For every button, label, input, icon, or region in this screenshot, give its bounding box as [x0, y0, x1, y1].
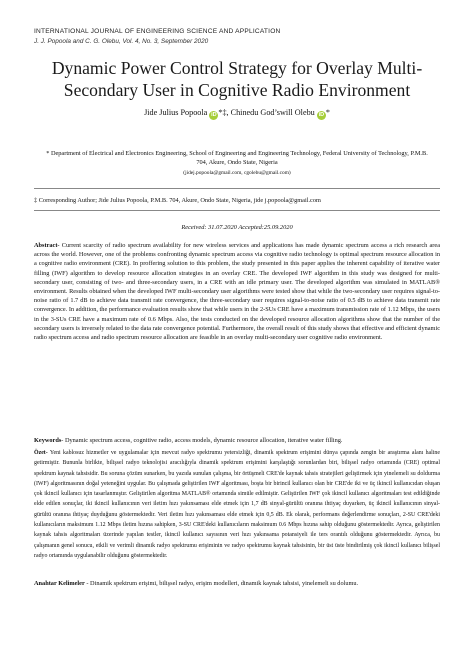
anahtar-label: Anahtar Kelimeler: [34, 580, 85, 587]
orcid-icon[interactable]: iD: [211, 112, 217, 118]
received-dates: Received: 31.07.2020 Accepted:25.09.2020: [181, 224, 293, 231]
divider: [34, 210, 440, 211]
journal-name: INTERNATIONAL JOURNAL OF ENGINEERING SCIENCE AND APPLICATION: [34, 28, 281, 35]
corresponding-author: ‡ Corresponding Author; Jide Julius Popoola, P.M.B. 704, Akure, Ondo State, Nigeria, jide j.popoola@gmail.com: [34, 197, 321, 204]
orcid-icon[interactable]: iD: [318, 112, 325, 118]
author-2-marks: *: [325, 108, 330, 117]
author-emails: (jidej.popoola@gmail.com, cgolebu@gmail.com): [183, 170, 291, 176]
keywords-label: Keywords: [34, 437, 62, 444]
author-1-marks: *‡,: [218, 108, 229, 117]
ozet-label: Özet-: [34, 450, 48, 456]
ozet-text: Yeni kablosuz hizmetler ve uygulamalar için mevcut radyo spektrumu yetersizliği, dinamik spektrum erişimini dünya çapında zengin bir araştırma alanı haline getirmiştir. Bununla birlikte, bilişsel radyo teknolojisi aracılığıyla dinamik spektrum erişimini karşılaştığı sorunlardan biri, bilişsel radyo ortamında (CRE) optimal spektrum kaynak tahsisidir. Bu soruna çözüm sunarken, bu yazıda sunulan çalışma, bir örtüşmeli CRE'de kaynak tahsis stratejileri geliştirmek için yinelemeli su doldurma (IWF) algoritmasının doğal yeteneğini uygular. Bu çalışmada geliştirilen IWF algoritması, boşta bir birincil kullanıcı olan bir CRE'de iki ve üç ikincil kullanıcıdan oluşan çok ikincil kullanıcı için tasarlanmıştır. Geliştirilen algoritma MATLAB® ortamında simüle edilmiştir. Geliştirilen IWF çok ikincil kullanıcı algoritmaları test edildiğinde elde edilen sonuçlar, iki ikincil kullanıcının veri iletim hızı yakınsaması elde etmek için 1,7 dB sinyal-gürültü oranına ihtiyaç duyarken, üç ikincil kullanıcının sinyal-gürültü oranına ihtiyaç duyduğunu göstermektedir. Veri iletim hızı yakınsaması elde etmek için 0,5 dB. Ek olarak, performans değerlendirme sonuçları, 2-SU CRE'deki kullanıcıların maksimum 1.12 Mbps iletim hızına sahipken, 3-SU CRE'deki kullanıcıların maksimum 0.6 Mbps hızına sahip olduğunu göstermektedir. Ayrıca, geliştirilen kaynak tahsis algoritmaları üzerinde yapılan testler, ikincil kullanıcı sayısının veri hızı yakınsama potansiyeli ile ters orantılı olduğunu göstermektedir. Ayrıca, bu çalışmanın genel sonucu, etkili ve verimli dinamik radyo spektrumu erişiminin ve radyo spektrumu kaynak tahsisinin, bir üst üste bindirilmiş çok ikincil kullanıcı bilişsel radyo ortamında uygulanabilir olduğunu göstermektedir.: [34, 450, 440, 559]
divider: [34, 188, 440, 189]
keywords-text: - Dynamic spectrum access, cognitive radio, access models, dynamic resource allocation, iterative water filling.: [61, 437, 343, 444]
abstract-label: Abstract-: [34, 242, 60, 249]
affiliation: * Department of Electrical and Electronics Engineering, School of Engineering and Engineering Technology, Federal University of Technology, P.M.B. 704, Akure, Ondo State, Nigeria: [46, 150, 428, 166]
keywords: [34, 436, 440, 445]
author-1-name: Jide Julius Popoola: [144, 108, 208, 117]
abstract-text: Current scarcity of radio spectrum availability for new wireless services and applications has made dynamic spectrum access a rich research area across the world. However, one of the problems confronting dynamic spectrum access via cognitive radio technology is optimal spectrum resource allocation in a cognitive radio environment (CRE). In proffering solution to this problem, the study presented in this paper applies the inherent capability of iterative water filling (IWF) algorithm to develop resource allocation strategies in an overlay CRE. The developed IWF algorithm in this study was designed for multi-secondary user, consisting of two- and three-secondary users, in a CRE with an idle primary user. The developed algorithm was simulated in MATLAB® environment. Results obtained when the developed IWF multi-secondary user algorithms were tested show that while the two-secondary user requires signal-to-noise ratio of 1.7 dB to achieve data transmit rate convergence, the three-secondary user requires signal-to-noise ratio of 0.5 dB to achieve data transmit rate convergence. In addition, the performance evaluation results show that while users in the 2-SUs CRE have a maximum transmission rate of 1.12 Mbps, the users in the 3-SUs CRE have a maximum rate of 0.6 Mbps. Also, the tests conducted on the developed resource allocation algorithms show that the number of the secondary users is inversely related to the data rate convergence potential. Furthermore, the overall result of this study shows that effective and efficient dynamic radio spectrum access and radio spectrum resource allocation are feasible in an overlay multi-secondary user cognitive radio environment.: [34, 242, 440, 342]
anahtar-text: - Dinamik spektrum erişimi, bilişsel radyo, erişim modelleri, dinamik kaynak tahsisi, yinelemeli su dolumu.: [84, 580, 359, 587]
ozet: [34, 448, 440, 561]
anahtar-kelimeler: [34, 579, 440, 589]
abstract: [34, 241, 440, 342]
paper-title: Dynamic Power Control Strategy for Overlay Multi-Secondary User in Cognitive Radio Environment: [51, 58, 423, 100]
author-2-name: Chinedu God’swill Olebu: [230, 108, 315, 117]
citation-line: J. J. Popoola and C. G. Olebu, Vol. 4, No. 3, September 2020: [34, 38, 209, 45]
author-line: [40, 108, 434, 120]
